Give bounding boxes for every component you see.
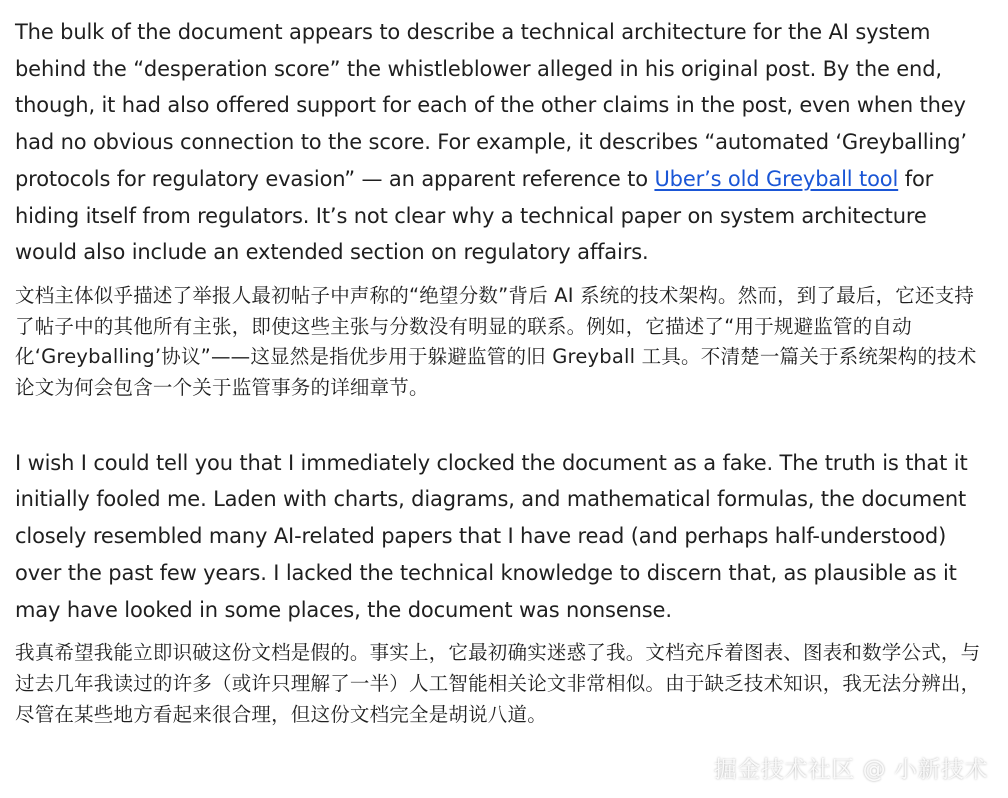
site-watermark: 掘金技术社区 @ 小新技术 [713, 757, 988, 783]
paragraph-en-1-part2: for hiding itself from regulators. It’s not clear why a technical paper on system architecture would also include an extended section on regulatory affairs. [15, 166, 934, 265]
paragraph-spacer [15, 404, 990, 445]
paragraph-en-1 [15, 14, 990, 271]
paragraph-zh-2: 我真希望我能立即识破这份文档是假的。事实上，它最初确实迷惑了我。文档充斥着图表、图表和数学公式，与过去几年我读过的许多（或许只理解了一半）人工智能相关论文非常相似。由于缺乏技术知识，我无法分辨出，尽管在某些地方看起来很合理，但这份文档完全是胡说八道。 [15, 641, 981, 726]
article-body [15, 14, 990, 730]
paragraph-en-1-part1: The bulk of the document appears to describe a technical architecture for the AI system behind the “desperation score” the whistleblower alleged in his original post. By the end, though, it had also offered support for each of the other claims in the post, even when they had no obvious connection to the score. For example, it describes “automated ‘Greyballing’ protocols for regulatory evasion” — an apparent reference to [15, 20, 967, 191]
paragraph-en-2: I wish I could tell you that I immediately clocked the document as a fake. The truth is that it initially fooled me. Laden with charts, diagrams, and mathematical formulas, the document closely resembled many AI-related papers that I have read (and perhaps half-understood) over the past few years. I lacked the technical knowledge to discern that, as plausible as it may have looked in some places, the document was nonsense. [15, 450, 968, 622]
paragraph-zh-1: 文档主体似乎描述了举报人最初帖子中声称的“绝望分数”背后 AI 系统的技术架构。然而，到了最后，它还支持了帖子中的其他所有主张，即使这些主张与分数没有明显的联系。例如，它描述了“用于规避监管的自动化‘Greyballing’协议”——这显然是指优步用于躲避监管的旧 Greyball 工具。不清楚一篇关于系统架构的技术论文为何会包含一个关于监管事务的详细章节。 [15, 283, 977, 400]
uber-greyball-link[interactable]: Uber’s old Greyball tool [654, 166, 899, 191]
